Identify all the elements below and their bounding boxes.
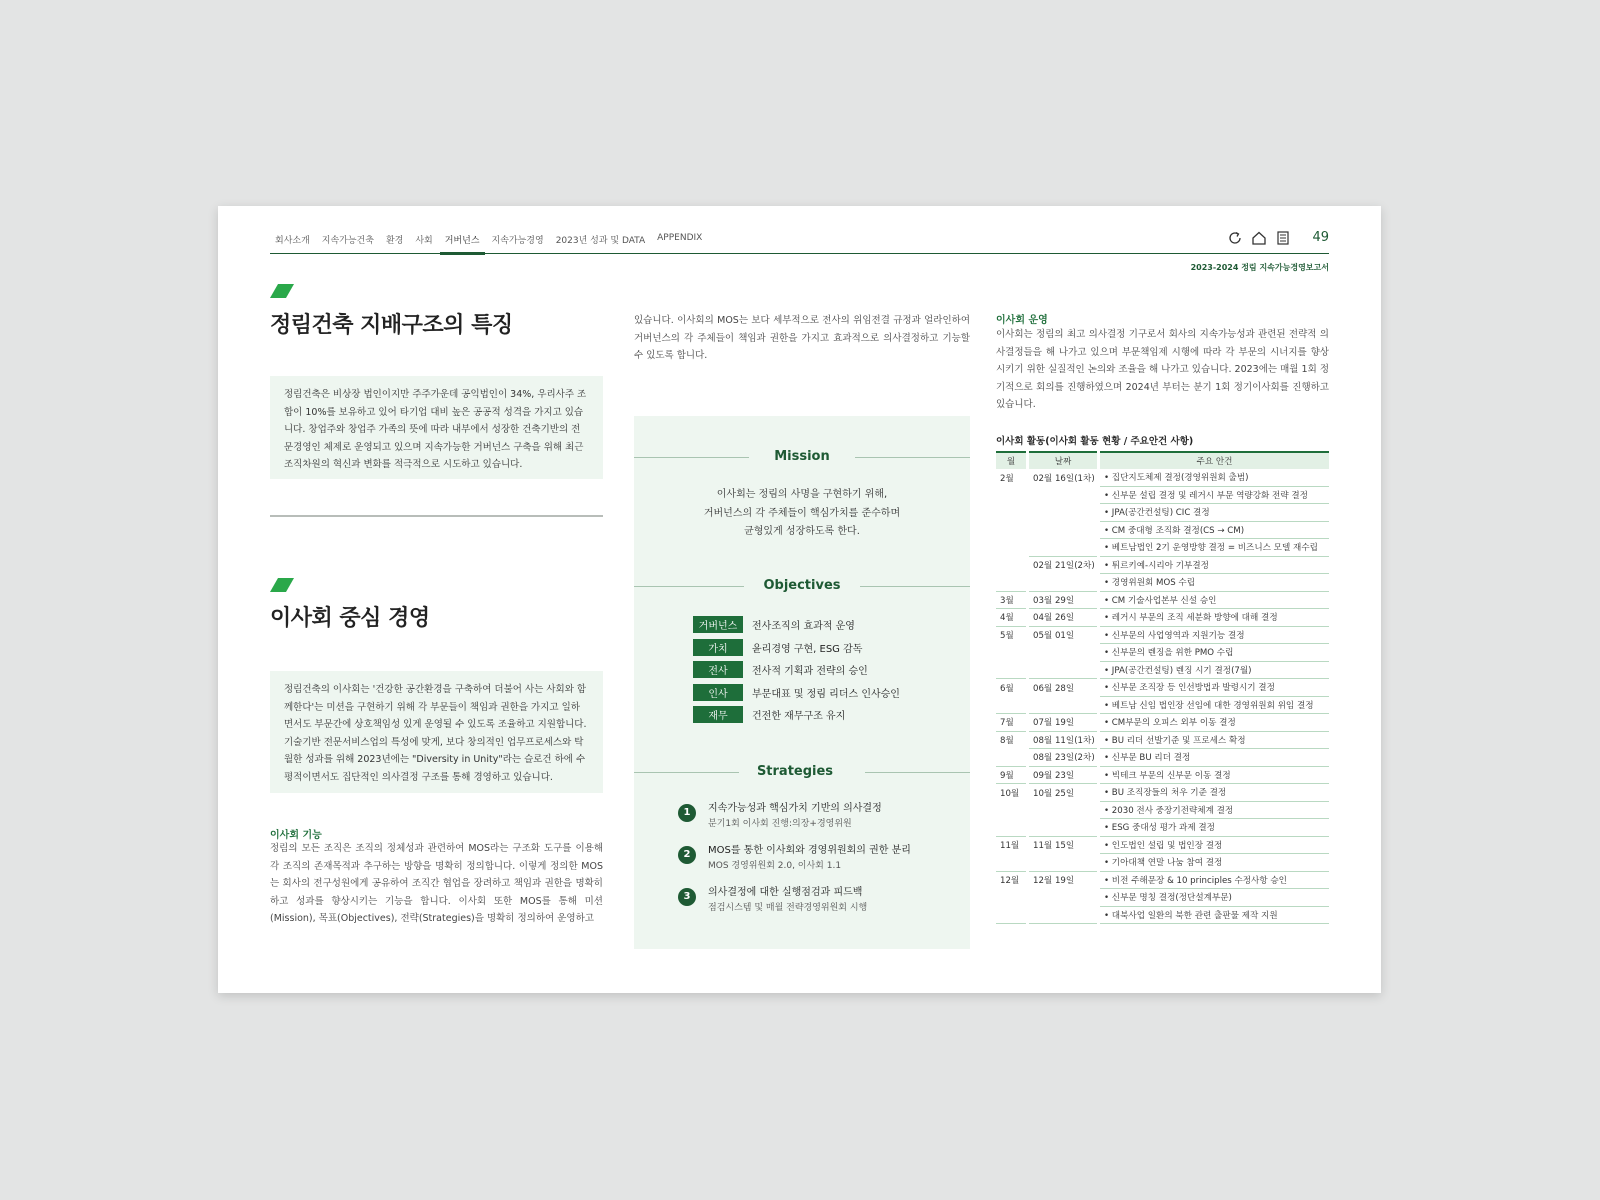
table-cell (996, 661, 1028, 679)
table-cell (996, 801, 1028, 819)
governance-summary-box: 정림건축은 비상장 법인이지만 주주가운데 공익법인이 34%, 우리사주 조합이 10%를 보유하고 있어 타기업 대비 높은 공공적 성격을 가지고 있습니다. 창업주와 창업주 가족의 뜻에 따라 내부에서 성장한 건축기반의 전문경영인 체제로 운영되고 있으며 지속가능한 거버넌스 구축을 위해 최근 조직차원의 혁신과 변화를 적극적으로 시도하고 있습니다. (270, 376, 603, 479)
strategy-number-badge: 2 (678, 846, 696, 864)
table-cell: 02월 21일(2차) (1028, 556, 1099, 574)
strategy-number-badge: 1 (678, 804, 696, 822)
table-cell: 3월 (996, 591, 1028, 609)
table-row (996, 679, 1329, 697)
objective-tag: 가치 (693, 639, 743, 656)
table-row (996, 819, 1329, 837)
table-cell (1028, 889, 1099, 907)
table-header-cell: 월 (996, 452, 1028, 469)
green-slash-icon (270, 578, 294, 592)
page-number: 49 (1312, 230, 1329, 245)
table-header-cell: 주요 안건 (1099, 452, 1330, 469)
table-row (996, 714, 1329, 732)
strategies-title: Strategies (756, 764, 834, 779)
table-cell: • JPA(공간컨설팅) 렌징 시기 결정(7월) (1099, 661, 1330, 679)
table-cell: • JPA(공간컨설팅) CIC 결정 (1099, 504, 1330, 522)
table-cell (1028, 644, 1099, 662)
mos-panel (634, 416, 970, 949)
strategy-title: 의사결정에 대한 실행점검과 피드백 (708, 887, 863, 898)
table-cell (996, 819, 1028, 837)
table-cell: • 빅테크 부문의 신부문 이동 결정 (1099, 766, 1330, 784)
table-row (996, 469, 1329, 486)
table-cell: • 신부문 명칭 결정(정단설계부문) (1099, 889, 1330, 907)
table-cell: • 경영위원회 MOS 수립 (1099, 574, 1330, 592)
board-operation-text: 이사회는 정림의 최고 의사결정 기구로서 회사의 지속가능성과 관련된 전략적 의사결정들을 해 나가고 있으며 부문책임제 시행에 따라 각 부문의 시너지를 향상시키기 위한 실질적인 논의와 조율을 해 나가고 있습니다. 2023에는 매월 1회 정기적으로 회의를 진행하였으며 2024년 부터는 분기 1회 정기이사회를 진행하고 있습니다. (996, 329, 1329, 410)
table-row (996, 854, 1329, 872)
table-cell: 02월 16일(1차) (1028, 469, 1099, 486)
objective-tag: 전사 (693, 661, 743, 678)
table-cell (996, 749, 1028, 767)
objective-item (693, 661, 868, 678)
report-page (218, 206, 1381, 993)
table-cell: 12월 (1000, 876, 1020, 886)
table-row (996, 784, 1329, 802)
mission-line: 이사회는 정림의 사명을 구현하기 위해, (716, 489, 888, 500)
activity-table-title: 이사회 활동(이사회 활동 현황 / 주요안건 사항) (996, 436, 1194, 447)
objective-item (693, 616, 855, 633)
table-row (996, 591, 1329, 609)
table-cell (1028, 521, 1099, 539)
objective-tag: 재무 (693, 706, 743, 723)
objective-text: 전사적 기획과 전략의 승인 (752, 666, 868, 677)
table-cell (1028, 906, 1099, 924)
board-operation-heading: 이사회 운영 (996, 315, 1048, 326)
mission-text (634, 486, 970, 542)
table-cell: • 베트남 신임 법인장 선임에 대한 경영위원회 위임 결정 (1099, 696, 1330, 714)
table-cell: • BU 조직장들의 처우 기준 결정 (1099, 784, 1330, 802)
table-cell: • BU 리더 선발기준 및 프로세스 확정 (1099, 731, 1330, 749)
section-divider (270, 515, 603, 517)
strategy-subtitle: 분기1회 이사회 진행:의장+경영위원 (708, 819, 852, 829)
nav-item[interactable]: 지속가능경영 (491, 236, 544, 246)
table-cell: 10월 25일 (1028, 784, 1099, 802)
table-cell (1028, 819, 1099, 837)
table-row (996, 871, 1329, 889)
mission-title: Mission (774, 449, 830, 464)
table-cell: • 신부문의 렌징을 위한 PMO 수립 (1099, 644, 1330, 662)
table-cell: • 인도법인 설립 및 법인장 결정 (1099, 836, 1330, 854)
table-cell (996, 486, 1028, 504)
table-cell (1028, 854, 1099, 872)
table-cell: • CM 기술사업본부 신설 승인 (1099, 591, 1330, 609)
table-cell (1028, 539, 1099, 557)
nav-item[interactable]: APPENDIX (657, 233, 703, 243)
objective-text: 건전한 재무구조 유지 (752, 711, 846, 722)
table-row (996, 574, 1329, 592)
mission-line: 거버넌스의 각 주체들이 핵심가치를 준수하며 (703, 507, 901, 519)
table-cell: 04월 26일 (1028, 609, 1099, 627)
nav-item[interactable]: 환경 (385, 236, 404, 246)
table-cell: • 신부문 조직장 등 인선방법과 발령시기 결정 (1099, 679, 1330, 697)
table-cell (996, 521, 1028, 539)
strategy-subtitle: MOS 경영위원회 2.0, 이사회 1.1 (708, 861, 842, 871)
table-row (996, 661, 1329, 679)
table-cell: • 집단지도체제 결정(경영위원회 출범) (1099, 469, 1330, 486)
objective-item (693, 706, 845, 723)
table-row (996, 521, 1329, 539)
objective-item (693, 639, 862, 656)
table-cell (996, 574, 1028, 592)
table-cell: 8월 (1000, 736, 1014, 746)
table-cell: 03월 29일 (1028, 591, 1099, 609)
table-cell (1028, 801, 1099, 819)
board-function-heading: 이사회 기능 (270, 830, 322, 841)
table-header-row (996, 452, 1329, 469)
table-row (996, 749, 1329, 767)
table-cell: 11월 (1000, 841, 1020, 851)
table-cell: 9월 (996, 766, 1028, 784)
table-row (996, 836, 1329, 854)
table-cell (1028, 696, 1099, 714)
table-cell (1028, 661, 1099, 679)
objective-text: 전사조직의 효과적 운영 (752, 621, 855, 632)
board-activity-table (996, 451, 1329, 924)
table-cell (996, 504, 1028, 522)
table-cell (1028, 574, 1099, 592)
table-cell: • 신부문 BU 리더 결정 (1099, 749, 1330, 767)
top-divider (270, 253, 1329, 254)
list-icon[interactable] (1275, 230, 1291, 246)
nav-item[interactable]: 회사소개 (275, 236, 310, 246)
table-cell: • ESG 중대성 평가 과제 결정 (1099, 819, 1330, 837)
table-header-cell: 날짜 (1028, 452, 1099, 469)
table-row (996, 556, 1329, 574)
table-cell (1028, 486, 1099, 504)
strategy-number-badge: 3 (678, 888, 696, 906)
table-cell: • 레거시 부문의 조직 세분화 방향에 대해 결정 (1099, 609, 1330, 627)
table-cell (1028, 504, 1099, 522)
continued-text: 있습니다. 이사회의 MOS는 보다 세부적으로 전사의 위임전결 규정과 얼라인하여 거버넌스의 각 주체들이 책임과 권한을 가지고 효과적으로 의사결정하고 기능할 수 있도록 합니다. (634, 315, 970, 361)
table-cell: 07월 19일 (1028, 714, 1099, 732)
objective-text: 윤리경영 구현, ESG 감독 (752, 643, 863, 655)
table-cell: 06월 28일 (1028, 679, 1099, 697)
table-cell (996, 556, 1028, 574)
objectives-title: Objectives (763, 578, 841, 593)
table-cell: 6월 (1000, 683, 1014, 694)
strategy-subtitle: 점검시스템 및 매월 전략경영위원회 시행 (708, 903, 868, 913)
section-title-board: 이사회 중심 경영 (270, 606, 430, 631)
table-cell (996, 539, 1028, 557)
table-cell (996, 644, 1028, 662)
objective-item (693, 684, 900, 701)
table-row (996, 504, 1329, 522)
table-cell: 2월 (1000, 473, 1014, 484)
table-cell (996, 854, 1028, 872)
report-title: 2023-2024 정림 지속가능경영보고서 (1190, 263, 1329, 272)
table-cell: 4월 (996, 609, 1028, 627)
strategy-title: MOS를 통한 이사회와 경영위원회의 권한 분리 (708, 845, 911, 856)
section-title-governance: 정림건축 지배구조의 특징 (270, 313, 513, 338)
strategy-title: 지속가능성과 핵심가치 기반의 의사결정 (708, 803, 882, 814)
table-cell: 11월 15일 (1028, 836, 1099, 854)
table-cell: 05월 01일 (1028, 626, 1099, 644)
table-cell: • 기아대책 연말 나눔 참여 결정 (1099, 854, 1330, 872)
table-cell: 5월 (1000, 631, 1014, 641)
objective-tag: 인사 (693, 684, 743, 701)
table-row (996, 644, 1329, 662)
table-cell: 08월 11일(1차) (1028, 731, 1099, 749)
table-row (996, 889, 1329, 907)
table-row (996, 486, 1329, 504)
table-cell: • 비전 주해문장 & 10 principles 수정사항 승인 (1099, 871, 1330, 889)
table-cell: • 대북사업 일환의 북한 관련 출판물 제작 지원 (1099, 906, 1330, 924)
refresh-icon[interactable] (1227, 230, 1243, 246)
table-cell (996, 889, 1028, 907)
table-row (996, 731, 1329, 749)
table-cell: 09월 23일 (1028, 766, 1099, 784)
table-cell: • CM 중대형 조직화 결정(CS → CM) (1099, 521, 1330, 539)
home-icon[interactable] (1251, 230, 1267, 246)
table-row (996, 539, 1329, 557)
table-cell: 12월 19일 (1028, 871, 1099, 889)
nav-item[interactable]: 지속가능건축 (321, 236, 374, 246)
table-cell: 7월 (996, 714, 1028, 732)
objective-tag: 거버넌스 (693, 616, 743, 633)
nav-item[interactable]: 거버넌스 (445, 233, 480, 255)
table-row (996, 626, 1329, 644)
nav-item[interactable]: 사회 (415, 236, 433, 246)
table-cell: • 신부문의 사업영역과 지원기능 결정 (1099, 626, 1330, 644)
table-row (996, 801, 1329, 819)
mission-line: 균형있게 성장하도록 한다. (744, 526, 860, 537)
board-function-text: 정림의 모든 조직은 조직의 정체성과 관련하여 MOS라는 구조화 도구를 이용해 각 조직의 존재목적과 추구하는 방향을 명확히 정의합니다. 이렇게 정의한 MOS는 회사의 전구성원에게 공유하여 조직간 협업을 장려하고 책임과 권한을 명확히 하고 성과를 향상시키는 기능을 합니다. 이사회 또한 MOS를 통해 미션(Mission), 목표(Objectives), 전략(Strategies)을 명확히 정의하여 운영하고 (270, 843, 603, 924)
table-cell: 10월 (1000, 788, 1020, 799)
top-nav (275, 233, 714, 255)
table-cell: • 2030 전사 중장기전략체계 결정 (1099, 801, 1330, 819)
nav-icons (1227, 230, 1291, 246)
table-row (996, 609, 1329, 627)
table-cell: • 베트남법인 2기 운영방향 결정 = 비즈니스 모델 재수립 (1099, 539, 1330, 557)
board-summary-box: 정림건축의 이사회는 '건강한 공간환경을 구축하여 더불어 사는 사회와 함께한다'는 미션을 구현하기 위해 각 부문들이 책임과 권한을 가지고 일하면서도 부문간에 상호책임성 있게 운영될 수 있도록 조율하고 지원합니다. 기술기반 전문서비스업의 특성에 맞게, 보다 창의적인 업무프로세스와 탁월한 성과를 위해 2023년에는 "Diversity in Unity"라는 슬로건 하에 수평적이면서도 집단적인 의사결정 구조를 통해 경영하고 있습니다. (270, 671, 603, 793)
table-row (996, 696, 1329, 714)
table-row (996, 906, 1329, 924)
table-cell: • 튀르키예-시리아 기부결정 (1099, 556, 1330, 574)
table-cell: • CM부문의 오피스 외부 이동 결정 (1099, 714, 1330, 732)
nav-item[interactable]: 2023년 성과 및 DATA (555, 236, 646, 246)
table-cell: 08월 23일(2차) (1028, 749, 1099, 767)
table-cell: • 신부문 설립 결정 및 레거시 부문 역량강화 전략 결정 (1099, 486, 1330, 504)
table-cell (996, 696, 1028, 714)
table-cell (996, 906, 1028, 924)
objective-text: 부문대표 및 정림 리더스 인사승인 (752, 688, 900, 700)
green-slash-icon (270, 284, 294, 298)
table-row (996, 766, 1329, 784)
